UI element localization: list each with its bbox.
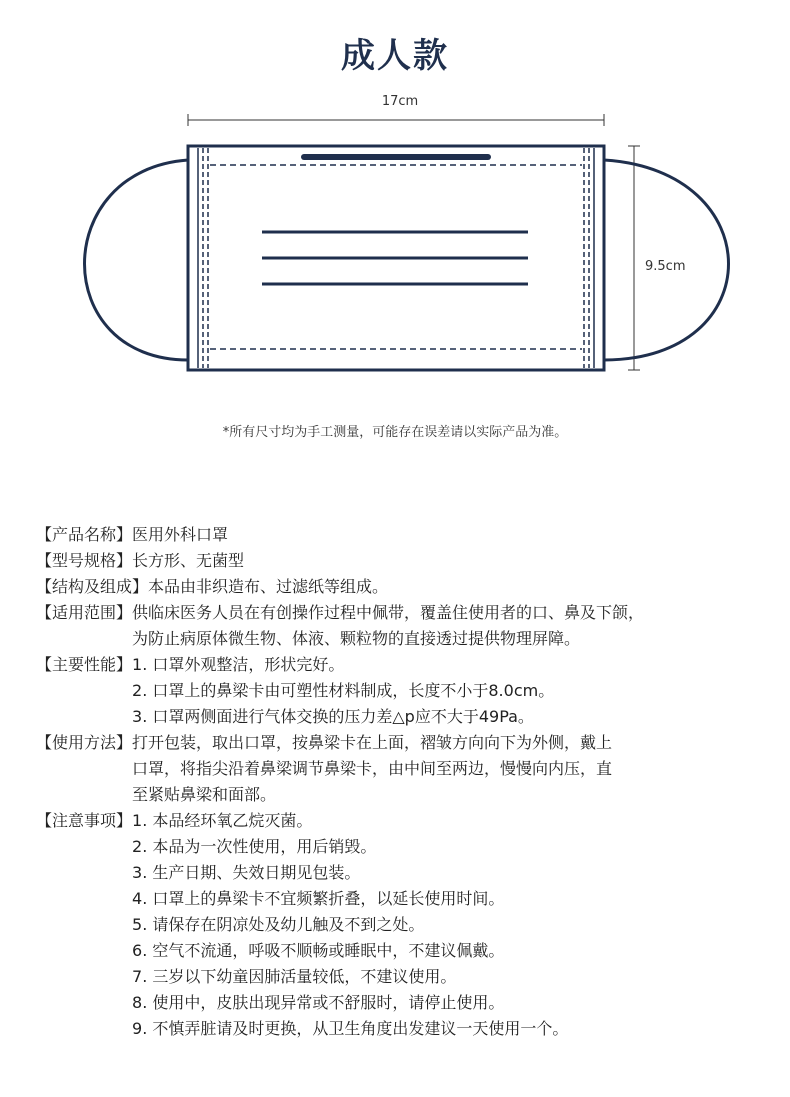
spec-line: 6. 空气不流通，呼吸不顺畅或睡眠中，不建议佩戴。	[132, 941, 505, 960]
spec-row	[36, 522, 776, 548]
spec-value	[132, 600, 776, 652]
width-label: 17cm	[381, 94, 419, 109]
spec-line: 为防止病原体微生物、体液、颗粒物的直接透过提供物理屏障。	[132, 629, 581, 648]
spec-value	[132, 730, 776, 808]
spec-label: 【注意事项】	[36, 811, 133, 830]
spec-row	[36, 600, 776, 652]
measurement-note: *所有尺寸均为手工测量，可能存在误差请以实际产品为准。	[222, 425, 568, 440]
spec-line: 医用外科口罩	[132, 525, 229, 544]
spec-row	[36, 574, 776, 600]
spec-label: 【型号规格】	[36, 551, 133, 570]
spec-label: 【主要性能】	[36, 655, 133, 674]
spec-line: 本品由非织造布、过滤纸等组成。	[148, 577, 389, 596]
spec-line: 至紧贴鼻梁和面部。	[132, 785, 277, 804]
spec-line: 3. 生产日期、失效日期见包装。	[132, 863, 361, 882]
width-dimension	[188, 94, 604, 126]
spec-line: 口罩，将指尖沿着鼻梁调节鼻梁卡，由中间至两边，慢慢向内压，直	[132, 759, 613, 778]
page-title: 成人款	[341, 36, 449, 76]
spec-line: 4. 口罩上的鼻梁卡不宜频繁折叠，以延长使用时间。	[132, 889, 505, 908]
spec-value	[148, 574, 776, 600]
spec-label: 【适用范围】	[36, 603, 133, 622]
spec-line: 9. 不慎弄脏请及时更换，从卫生角度出发建议一天使用一个。	[132, 1019, 569, 1038]
spec-line: 8. 使用中，皮肤出现异常或不舒服时，请停止使用。	[132, 993, 505, 1012]
spec-label: 【产品名称】	[36, 525, 133, 544]
spec-row	[36, 652, 776, 730]
spec-line: 2. 口罩上的鼻梁卡由可塑性材料制成，长度不小于8.0cm。	[132, 681, 555, 700]
spec-value	[132, 652, 776, 730]
spec-value	[132, 548, 776, 574]
spec-line: 3. 口罩两侧面进行气体交换的压力差△p应不大于49Pa。	[132, 707, 534, 726]
spec-line: 7. 三岁以下幼童因肺活量较低，不建议使用。	[132, 967, 457, 986]
spec-line: 1. 本品经环氧乙烷灭菌。	[132, 811, 313, 830]
spec-label: 【使用方法】	[36, 733, 133, 752]
spec-line: 打开包装，取出口罩，按鼻梁卡在上面，褶皱方向向下为外侧，戴上	[132, 733, 613, 752]
spec-row	[36, 808, 776, 1042]
spec-row	[36, 730, 776, 808]
spec-value	[132, 808, 776, 1042]
spec-line: 2. 本品为一次性使用，用后销毁。	[132, 837, 377, 856]
spec-value	[132, 522, 776, 548]
spec-line: 长方形、无菌型	[132, 551, 245, 570]
height-label: 9.5cm	[645, 259, 686, 274]
spec-list	[36, 522, 776, 1042]
spec-line: 1. 口罩外观整洁，形状完好。	[132, 655, 345, 674]
left-ear-loop	[85, 160, 189, 360]
spec-label: 【结构及组成】	[36, 577, 149, 596]
spec-line: 5. 请保存在阴凉处及幼儿触及不到之处。	[132, 915, 425, 934]
spec-row	[36, 548, 776, 574]
mask-diagram	[0, 0, 790, 400]
spec-line: 供临床医务人员在有创操作过程中佩带，覆盖住使用者的口、鼻及下颌，	[132, 603, 645, 622]
